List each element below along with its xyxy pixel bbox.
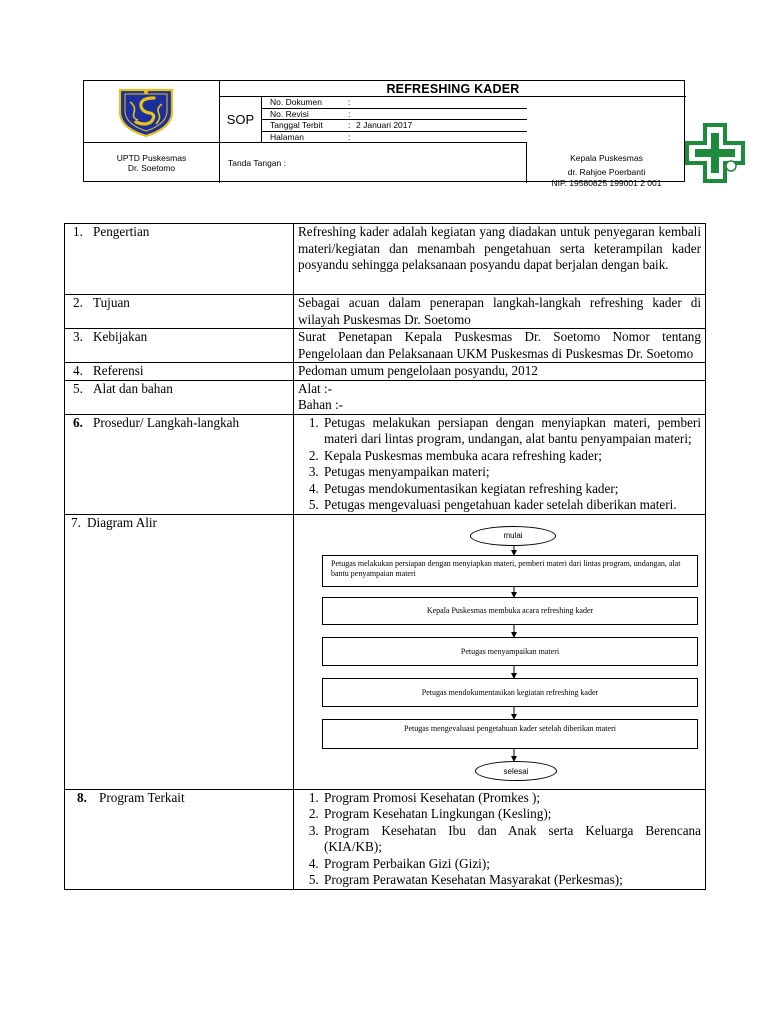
meta-colon: :: [348, 108, 351, 119]
meta-key: No. Revisi: [270, 108, 309, 119]
meta-row-tanggal: [262, 120, 527, 132]
row-alat-bahan: [65, 380, 706, 414]
bahan-line: Bahan :-: [298, 397, 344, 412]
meta-row-dokumen: [262, 97, 527, 109]
head-nip: NIP. 19580825 199001 2 001: [551, 178, 662, 188]
organization-cell: [84, 143, 220, 183]
section-number: 1.: [73, 224, 83, 239]
section-title: Program Terkait: [99, 789, 185, 805]
meta-colon: :: [348, 97, 351, 107]
city-emblem-icon: [116, 86, 176, 138]
section-title: Pengertian: [93, 224, 150, 239]
section-label: [65, 380, 294, 414]
alat-line: Alat :-: [298, 380, 333, 396]
section-text: [294, 380, 706, 414]
section-title: Prosedur/ Langkah-langkah: [93, 414, 240, 430]
section-label: [65, 363, 294, 381]
section-text: Refreshing kader adalah kegiatan yang diadakan untuk penyegaran kembali materi/kegiatan dan menambah pengetahuan serta keterampilan kader posyandu sehingga pelaksanaan posyandu dapat berjalan dengan baik.: [294, 224, 706, 295]
flow-step: Petugas menyampaikan materi: [322, 637, 698, 666]
list-item: 5. Petugas mengevaluasi pengetahuan kader setelah diberikan materi.: [322, 497, 701, 514]
row-referensi: [65, 363, 706, 381]
flow-start: mulai: [470, 526, 556, 546]
section-number: 2.: [73, 295, 83, 310]
sop-label: SOP: [220, 97, 262, 143]
meta-value: 2 Januari 2017: [356, 120, 413, 130]
flowchart: [294, 515, 705, 789]
meta-key: Halaman: [270, 131, 305, 142]
flowchart-cell: [294, 514, 706, 789]
org-subname: Dr. Soetomo: [127, 163, 176, 173]
head-signature-block: [527, 97, 686, 188]
section-title: Referensi: [93, 363, 144, 378]
sop-header: [83, 80, 685, 188]
row-tujuan: [65, 295, 706, 329]
section-label: [65, 414, 294, 514]
document-title: REFRESHING KADER: [220, 81, 686, 97]
list-item: 1. Petugas melakukan persiapan dengan menyiapkan materi, pemberi materi dari lintas program, undangan, alat bantu penyampaian materi;: [322, 415, 701, 448]
section-label: [65, 514, 294, 789]
section-list: [294, 789, 706, 889]
flow-step: Petugas mengevaluasi pengetahuan kader setelah diberikan materi: [322, 719, 698, 749]
head-title: Kepala Puskesmas: [570, 153, 643, 163]
section-number: 5.: [73, 380, 83, 396]
list-item: 2. Kepala Puskesmas membuka acara refreshing kader;: [322, 448, 701, 465]
head-name: dr. Rahjoe Poerbanti: [567, 167, 646, 177]
meta-colon: :: [348, 131, 351, 142]
section-title: Alat dan bahan: [93, 380, 173, 396]
list-item: 4. Petugas mendokumentasikan kegiatan refreshing kader;: [322, 481, 701, 498]
section-text: Pedoman umum pengelolaan posyandu, 2012: [294, 363, 706, 381]
section-label: [65, 789, 294, 889]
list-item: 1. Program Promosi Kesehatan (Promkes );: [322, 790, 701, 807]
logo-cell: [84, 81, 220, 143]
section-label: [65, 329, 294, 363]
section-number: 6.: [73, 414, 83, 430]
flow-end: selesai: [475, 761, 557, 781]
row-diagram-alir: [65, 514, 706, 789]
meta-colon: :: [348, 120, 351, 130]
meta-row-revisi: [262, 109, 527, 121]
list-item: 3. Petugas menyampaikan materi;: [322, 464, 701, 481]
row-prosedur: [65, 414, 706, 514]
section-label: [65, 295, 294, 329]
flow-step: Kepala Puskesmas membuka acara refreshing kader: [322, 597, 698, 625]
section-number: 7.: [71, 514, 81, 530]
org-name: UPTD Puskesmas: [116, 153, 187, 163]
row-kebijakan: [65, 329, 706, 363]
list-item: 3. Program Kesehatan Ibu dan Anak serta Keluarga Berencana (KIA/KB);: [322, 823, 701, 856]
section-title: Tujuan: [93, 295, 130, 310]
list-item: 4. Program Perbaikan Gizi (Gizi);: [322, 856, 701, 873]
list-item: 2. Program Kesehatan Lingkungan (Kesling);: [322, 806, 701, 823]
puskesmas-cross-icon: [683, 121, 747, 185]
section-number: 3.: [73, 329, 83, 344]
row-program-terkait: [65, 789, 706, 889]
section-title: Kebijakan: [93, 329, 148, 344]
flow-step: Petugas mendokumentasikan kegiatan refreshing kader: [322, 678, 698, 707]
section-text: Sebagai acuan dalam penerapan langkah-langkah refreshing kader di wilayah Puskesmas Dr. Soetomo: [294, 295, 706, 329]
meta-key: Tanggal Terbit: [270, 120, 323, 130]
meta-key: No. Dokumen: [270, 97, 322, 107]
section-number: 8.: [77, 789, 87, 805]
section-title: Diagram Alir: [87, 514, 157, 530]
section-text: Surat Penetapan Kepala Puskesmas Dr. Soetomo Nomor tentang Pengelolaan dan Pelaksanaan UKM Puskesmas di Puskesmas Dr. Soetomo: [294, 329, 706, 363]
section-label: [65, 224, 294, 295]
sop-content-table: [64, 223, 706, 890]
section-number: 4.: [73, 363, 83, 378]
list-item: 5. Program Perawatan Kesehatan Masyarakat (Perkesmas);: [322, 872, 701, 889]
row-pengertian: [65, 224, 706, 295]
signature-label: Tanda Tangan :: [220, 143, 527, 183]
meta-row-halaman: [262, 132, 527, 144]
section-list: [294, 414, 706, 514]
flow-step: Petugas melakukan persiapan dengan menyiapkan materi, pemberi materi dari lintas program, undangan, alat bantu penyampaian materi: [322, 555, 698, 587]
